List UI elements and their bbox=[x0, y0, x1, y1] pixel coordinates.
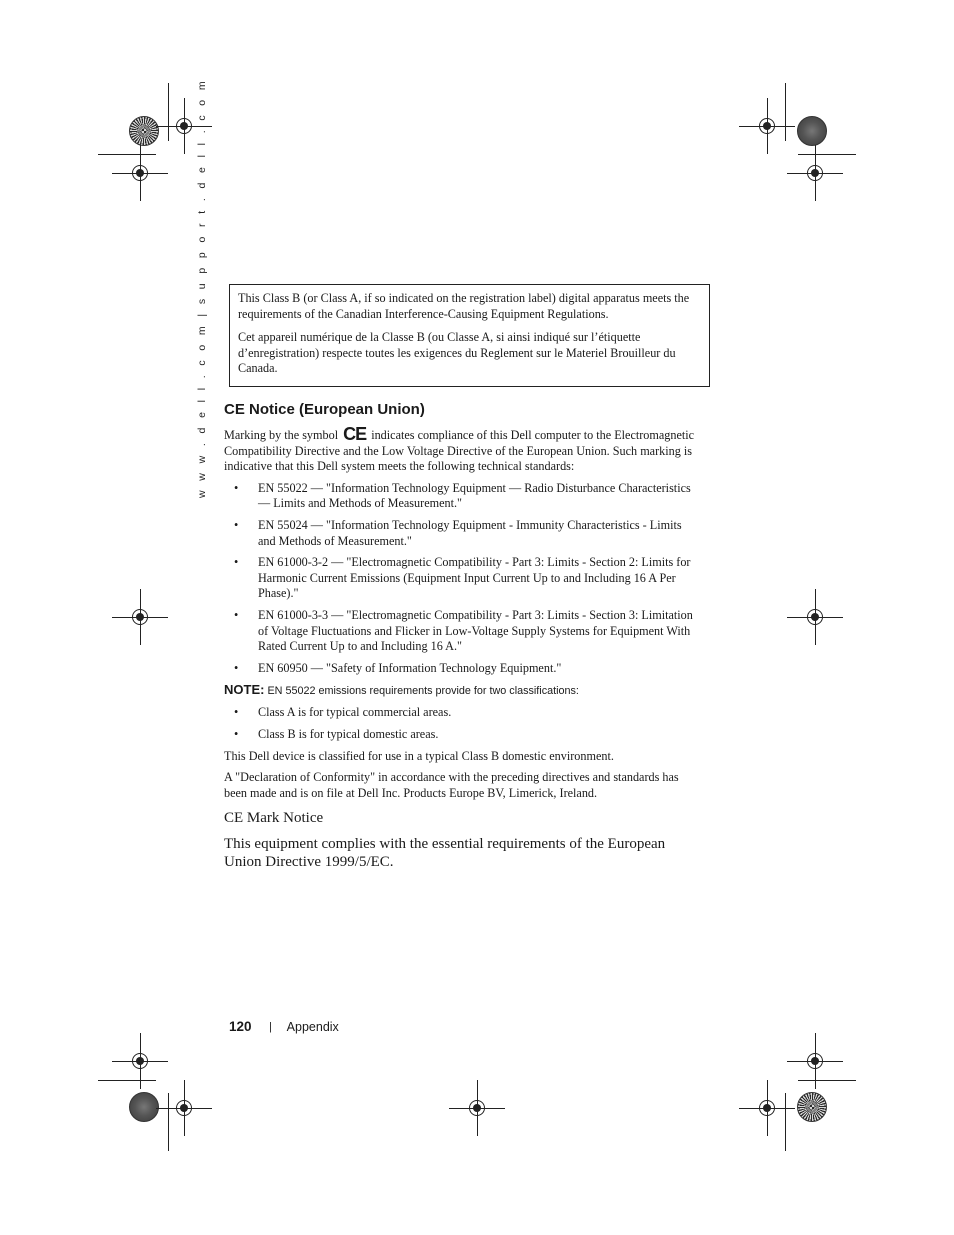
ce-notice-section bbox=[224, 400, 702, 871]
intro-before: Marking by the symbol bbox=[224, 428, 339, 442]
list-item: • EN 61000-3-2 — "Electromagnetic Compatibility - Part 3: Limits - Section 2: Limits for Harmonic Current Emissions (Equipment Input Current Up to and Including 16 A Per Phase)." bbox=[234, 555, 691, 601]
side-url-header: w w w . d e l l . c o m | s u p p o r t . d e l l . c o m bbox=[196, 77, 208, 498]
section-heading: CE Notice (European Union) bbox=[224, 401, 425, 418]
footer-separator: | bbox=[269, 1021, 272, 1033]
note-label: NOTE: bbox=[224, 682, 265, 698]
ce-mark-icon: CE bbox=[343, 424, 367, 444]
crop-mark bbox=[168, 83, 169, 141]
crop-mark bbox=[168, 1093, 169, 1151]
classified-paragraph: This Dell device is classified for use in a typical Class B domestic environment. bbox=[224, 748, 614, 763]
canada-notice-french: Cet appareil numérique de la Classe B (ou Classe A, si ainsi indiqué sur l’étiquette d’enregistration) respecte toutes les exigences du Reglement sur le Materiel Brouilleur du Canada. bbox=[238, 330, 676, 375]
list-item: • EN 55024 — "Information Technology Equipment - Immunity Characteristics - Limits and Methods of Measurement." bbox=[234, 517, 682, 548]
ce-mark-body: This equipment complies with the essential requirements of the European Union Directive 1999/5/EC. bbox=[224, 836, 666, 871]
crop-mark bbox=[798, 1080, 856, 1081]
crop-mark bbox=[785, 1093, 786, 1151]
declaration-paragraph: A "Declaration of Conformity" in accordance with the preceding directives and standards has been made and is on file at Dell Inc. Products Europe BV, Limerick, Ireland. bbox=[224, 770, 679, 800]
crop-mark bbox=[98, 154, 156, 155]
color-target-icon bbox=[129, 1092, 159, 1122]
note-text: EN 55022 emissions requirements provide for two classifications: bbox=[267, 685, 579, 698]
note bbox=[224, 682, 702, 699]
color-target-icon bbox=[797, 116, 827, 146]
bullet-icon: • bbox=[234, 517, 239, 532]
crop-mark bbox=[785, 83, 786, 141]
list-item: • Class A is for typical commercial areas. bbox=[234, 705, 452, 720]
list-item: • Class B is for typical domestic areas. bbox=[234, 726, 439, 741]
bullet-icon: • bbox=[234, 660, 239, 675]
bullet-icon: • bbox=[234, 555, 239, 570]
color-target-icon bbox=[129, 116, 159, 146]
page-footer bbox=[229, 1019, 339, 1034]
bullet-icon: • bbox=[234, 480, 239, 495]
list-item: • EN 60950 — "Safety of Information Technology Equipment." bbox=[234, 660, 562, 675]
bullet-icon: • bbox=[234, 705, 239, 720]
crop-mark bbox=[98, 1080, 156, 1081]
list-item: • EN 55022 — "Information Technology Equipment — Radio Disturbance Characteristics — Limits and Methods of Measurement." bbox=[234, 480, 691, 511]
canada-notice-english: This Class B (or Class A, if so indicated on the registration label) digital apparatus meets the requirements of the Canadian Interference-Causing Equipment Regulations. bbox=[238, 291, 690, 321]
classes-list bbox=[224, 705, 702, 742]
intro-paragraph bbox=[224, 424, 702, 475]
crop-mark bbox=[798, 154, 856, 155]
canada-notice-box bbox=[229, 284, 710, 387]
color-target-icon bbox=[797, 1092, 827, 1122]
chapter-name: Appendix bbox=[286, 1020, 339, 1034]
bullet-icon: • bbox=[234, 726, 239, 741]
bullet-icon: • bbox=[234, 607, 239, 622]
intro-after: indicates compliance of this Dell computer to the Electromagnetic Compatibility Directive and the Low Voltage Directive of the European Union. Such marking is indicative that this Dell system meets the following technical standards: bbox=[224, 428, 695, 474]
page-number: 120 bbox=[229, 1019, 252, 1034]
ce-mark-title: CE Mark Notice bbox=[224, 810, 324, 827]
standards-list bbox=[224, 481, 702, 677]
list-item: • EN 61000-3-3 — "Electromagnetic Compatibility - Part 3: Limits - Section 3: Limitation of Voltage Fluctuations and Flicker in Low-Voltage Supply Systems for Equipment With Rated Current Up to and Including 16 A." bbox=[234, 607, 693, 654]
